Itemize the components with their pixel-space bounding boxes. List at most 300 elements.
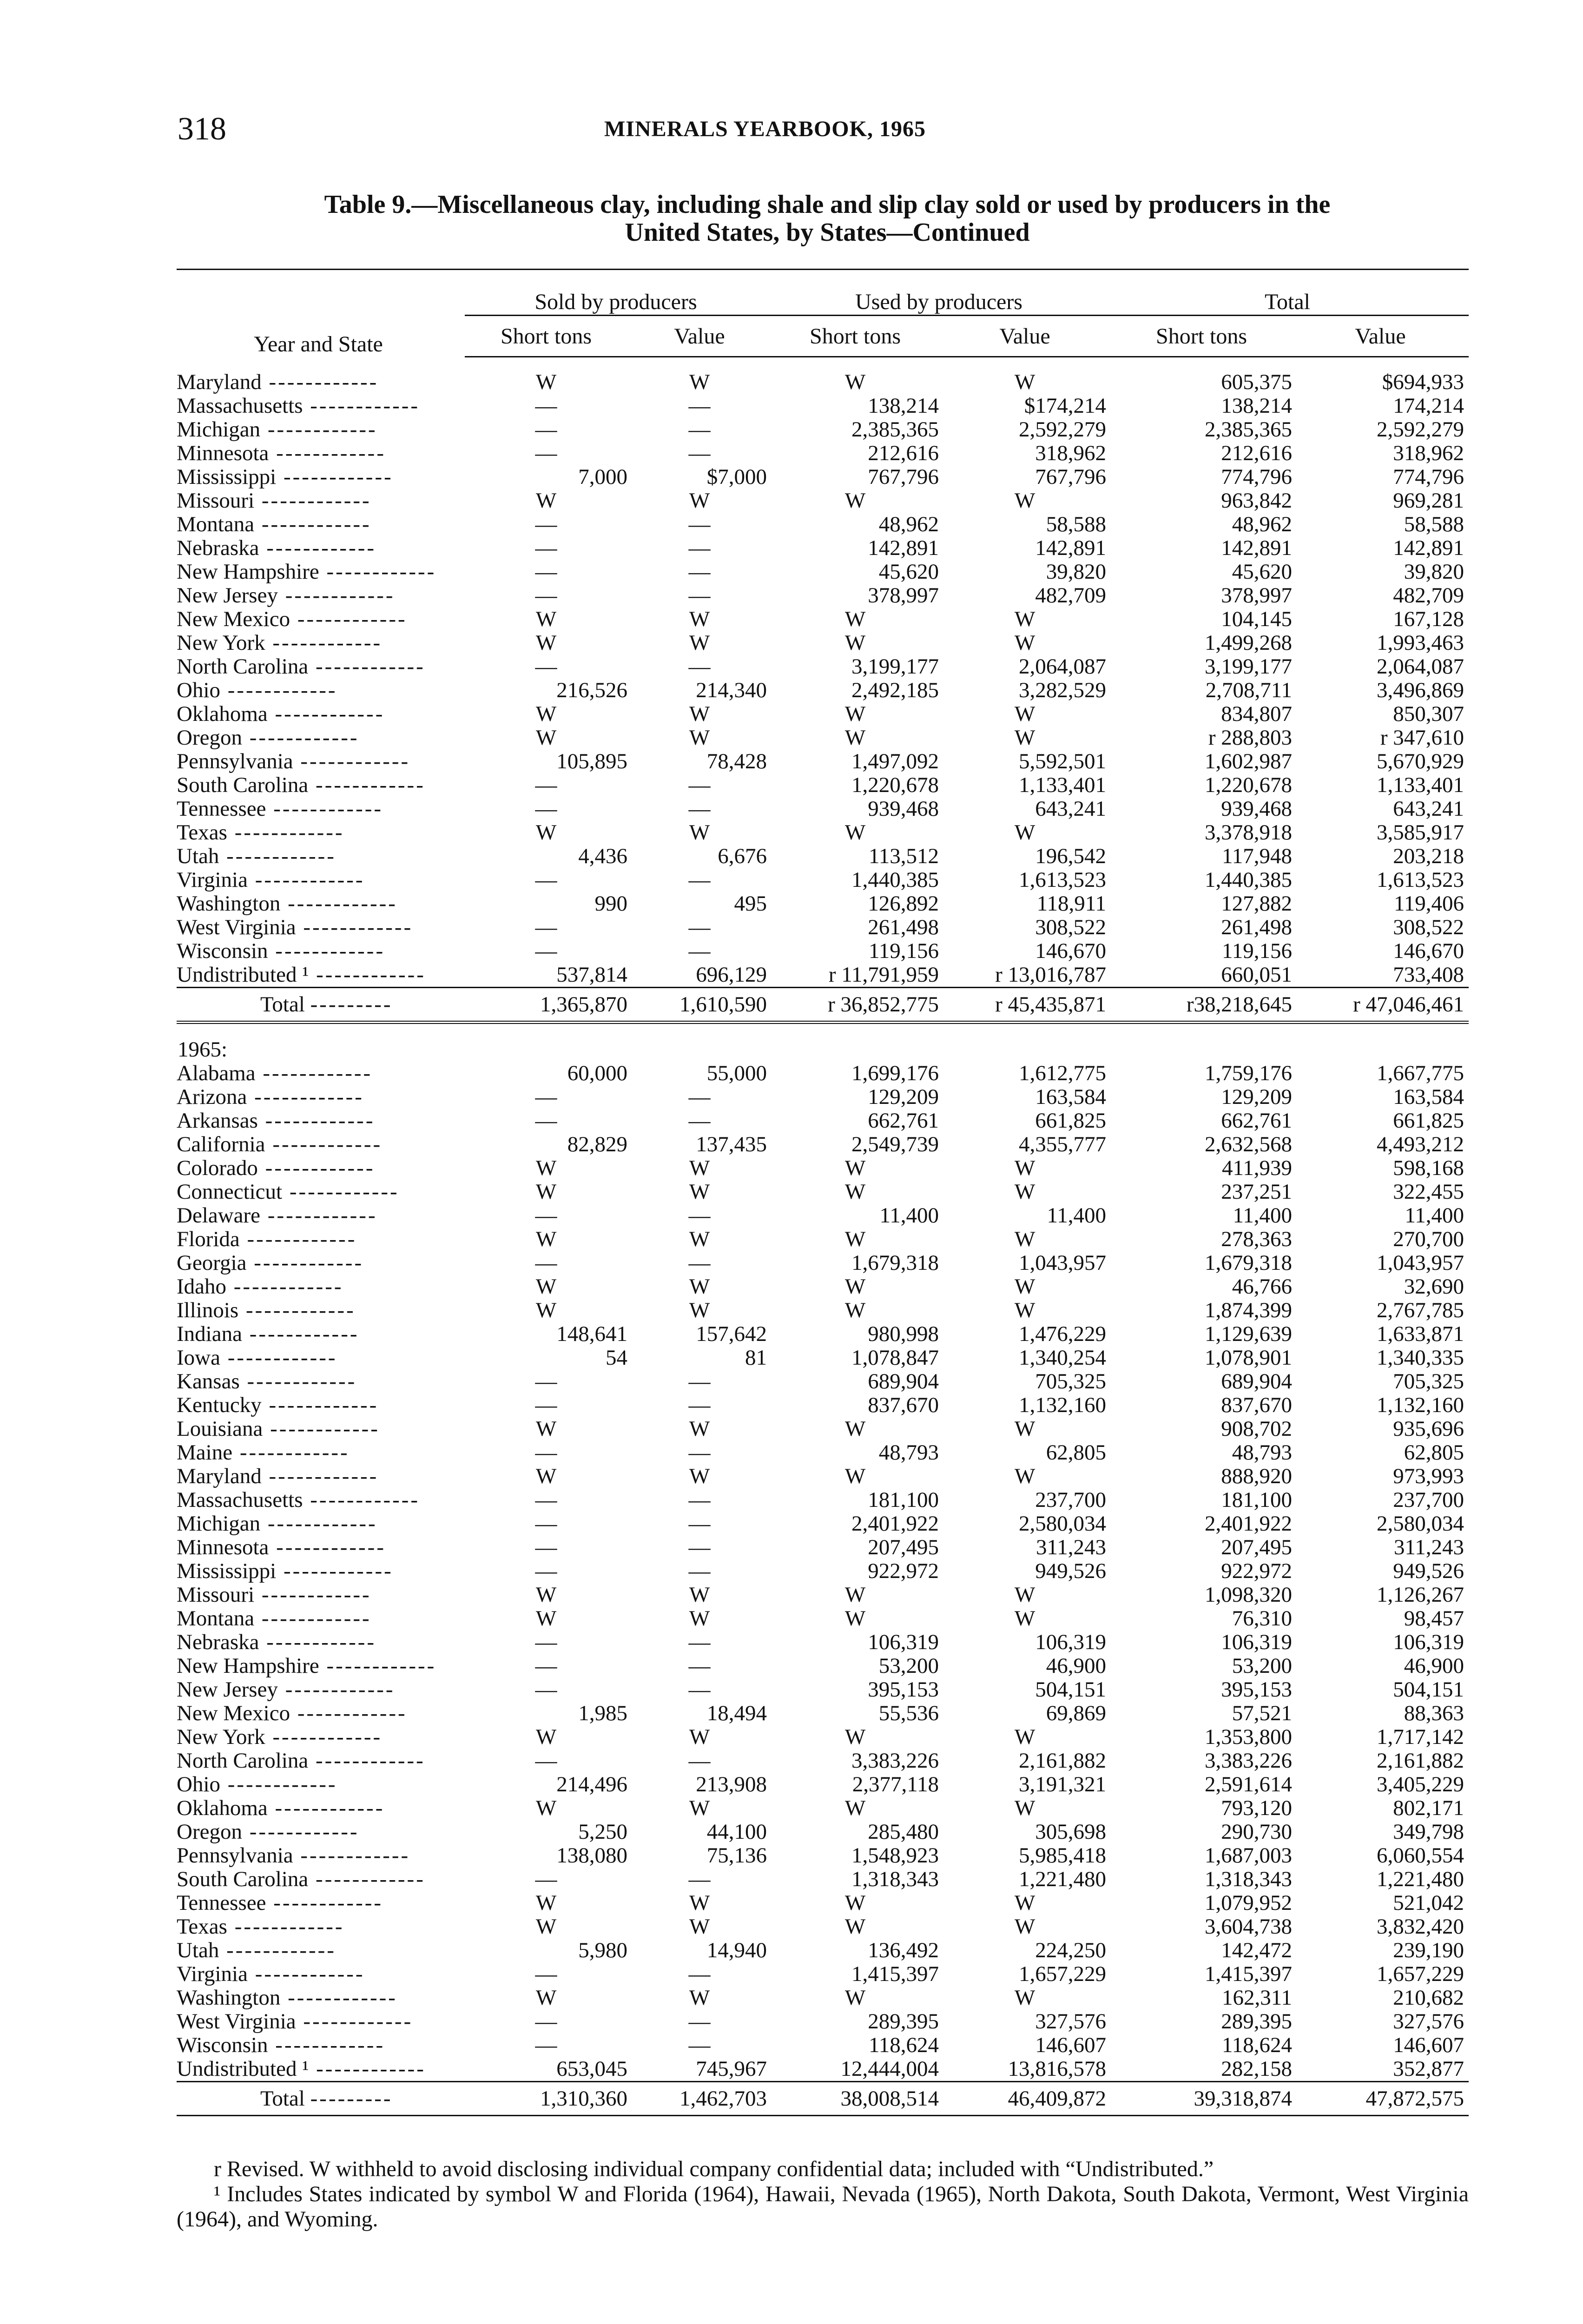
state-name: Massachusetts ------------: [177, 1488, 420, 1512]
table-cell: 54: [606, 1346, 627, 1370]
table-cell: W: [844, 1464, 866, 1488]
table-cell: 106,319: [1393, 1630, 1464, 1654]
table-cell: 118,911: [1036, 891, 1107, 916]
table-cell: 1,133,401: [1019, 773, 1107, 797]
state-name: Virginia ------------: [177, 868, 365, 892]
state-name: Missouri ------------: [177, 489, 371, 513]
table-cell: 129,209: [1221, 1085, 1293, 1109]
table-cell: 138,080: [556, 1843, 627, 1868]
table-cell: 980,998: [868, 1322, 939, 1346]
table-cell: 1,221,480: [1377, 1867, 1464, 1891]
table-cell: 137,435: [696, 1132, 767, 1156]
table-cell: 4,493,212: [1377, 1132, 1464, 1156]
table-cell: W: [1014, 1725, 1036, 1749]
table-cell: 119,156: [1222, 939, 1293, 963]
table-cell: —: [535, 1085, 557, 1109]
table-cell: 598,168: [1393, 1156, 1464, 1180]
table-cell: 210,682: [1393, 1986, 1464, 2010]
state-name: Delaware ------------: [177, 1204, 377, 1228]
table-cell: 311,243: [1036, 1535, 1107, 1559]
table-cell: 142,472: [1221, 1938, 1293, 1962]
table-cell: 643,241: [1393, 797, 1464, 821]
table-cell: 537,814: [556, 963, 627, 987]
table-cell: W: [535, 1583, 557, 1607]
table-cell: 660,051: [1221, 963, 1293, 987]
table-cell: W: [689, 370, 710, 394]
table-cell: 75,136: [706, 1843, 767, 1868]
table-row: [177, 394, 1469, 418]
state-name: California ------------: [177, 1133, 383, 1156]
table-cell: 1,679,318: [1205, 1251, 1293, 1275]
table-row: [177, 513, 1469, 536]
table-cell: —: [535, 1535, 557, 1559]
col-header-total-value: Value: [1297, 316, 1469, 357]
table-cell: 237,700: [1393, 1488, 1464, 1512]
table-cell: W: [1014, 489, 1036, 513]
table-cell: 106,319: [868, 1630, 939, 1654]
table-cell: 106,319: [1221, 1630, 1293, 1654]
table-cell: 2,592,279: [1019, 417, 1107, 442]
table-cell: 3,405,229: [1377, 1772, 1464, 1796]
table-row: [177, 1607, 1469, 1631]
table-cell: 5,250: [578, 1820, 627, 1844]
table-cell: 378,997: [868, 583, 939, 607]
state-name: Maryland ------------: [177, 370, 379, 394]
table-row: [177, 1441, 1469, 1465]
table-cell: 146,670: [1035, 939, 1107, 963]
table-cell: 11,400: [1233, 1203, 1293, 1228]
state-name: Missouri ------------: [177, 1583, 371, 1607]
table-cell: 142,891: [1035, 536, 1107, 560]
state-name: Michigan ------------: [177, 418, 377, 442]
table-cell: 46,900: [1404, 1654, 1464, 1678]
table-row: [177, 1631, 1469, 1654]
table-cell: 922,972: [1221, 1559, 1293, 1583]
table-cell: 2,492,185: [851, 678, 939, 702]
table-cell: 837,670: [1221, 1393, 1293, 1417]
table-cell: 4,436: [578, 844, 627, 868]
year-row-1965: [177, 1038, 1469, 1062]
table-cell: 662,761: [868, 1109, 939, 1133]
table-cell: 1,476,229: [1019, 1322, 1107, 1346]
table-cell: 2,064,087: [1019, 654, 1107, 679]
table-cell: 1,440,385: [851, 868, 939, 892]
table-cell: 411,939: [1222, 1156, 1293, 1180]
table-cell: 162,311: [1222, 1986, 1293, 2010]
table-cell: 207,495: [1221, 1535, 1293, 1559]
table-cell: 308,522: [1393, 915, 1464, 939]
table-cell: 3,378,918: [1205, 820, 1293, 845]
group-header-sold: Sold by producers: [465, 270, 772, 316]
table-cell: 1,462,703: [632, 2082, 772, 2116]
table-cell: 126,892: [868, 891, 939, 916]
table-cell: 1,098,320: [1205, 1583, 1293, 1607]
table-cell: 2,580,034: [1377, 1512, 1464, 1536]
table-cell: —: [688, 1393, 711, 1417]
table-row: [177, 2057, 1469, 2082]
table-cell: 2,708,711: [1205, 678, 1293, 702]
table-row: [177, 679, 1469, 702]
table-cell: W: [689, 1606, 710, 1631]
stub-header: Year and State: [177, 270, 465, 357]
table-cell: 237,700: [1035, 1488, 1107, 1512]
table-cell: 1,440,385: [1205, 868, 1293, 892]
total-label: Total ---------: [177, 988, 465, 1023]
table-cell: 689,904: [868, 1369, 939, 1393]
table-cell: W: [535, 1417, 557, 1441]
table-cell: 939,468: [1221, 797, 1293, 821]
table-row: [177, 1370, 1469, 1393]
table-cell: r 288,803: [1208, 726, 1293, 750]
table-cell: W: [535, 489, 557, 513]
table-cell: W: [535, 370, 557, 394]
table-row: [177, 939, 1469, 963]
state-name: Connecticut ------------: [177, 1180, 399, 1204]
state-name: Mississippi ------------: [177, 465, 393, 489]
table-cell: 207,495: [868, 1535, 939, 1559]
table-cell: 705,325: [1393, 1369, 1464, 1393]
table-cell: —: [688, 1488, 711, 1512]
table-cell: W: [844, 1583, 866, 1607]
table-row: [177, 1749, 1469, 1773]
table-cell: 3,832,420: [1377, 1915, 1464, 1939]
table-row: [177, 702, 1469, 726]
table-cell: W: [844, 1986, 866, 2010]
table-cell: W: [844, 1606, 866, 1631]
table-cell: 990: [594, 891, 627, 916]
table-cell: 482,709: [1393, 583, 1464, 607]
table-cell: 12,444,004: [840, 2057, 939, 2081]
table-cell: 1,078,847: [851, 1346, 939, 1370]
table-cell: W: [844, 489, 866, 513]
table-cell: —: [535, 773, 557, 797]
table-cell: 5,592,501: [1019, 749, 1107, 773]
table-cell: W: [535, 1464, 557, 1488]
table-cell: 48,793: [878, 1440, 939, 1465]
table-cell: 214,340: [696, 678, 767, 702]
table-cell: —: [535, 1251, 557, 1275]
table-row: [177, 1536, 1469, 1559]
table-row: [177, 1133, 1469, 1156]
footnote-1: ¹ Includes States indicated by symbol W and Florida (1964), Hawaii, Nevada (1965), North Dakota, South Dakota, Vermont, West Virginia (1964), and Wyoming.: [177, 2182, 1469, 2232]
table-cell: 270,700: [1393, 1227, 1464, 1251]
table-cell: 2,064,087: [1377, 654, 1464, 679]
table-row: [177, 2034, 1469, 2057]
table-cell: 142,891: [868, 536, 939, 560]
table-cell: 1,667,775: [1377, 1061, 1464, 1085]
state-name: Oregon ------------: [177, 726, 359, 750]
state-name: Pennsylvania ------------: [177, 1844, 410, 1868]
table-row: [177, 1465, 1469, 1488]
table-cell: 696,129: [696, 963, 767, 987]
table-cell: 47,872,575: [1297, 2082, 1469, 2116]
table-cell: W: [1014, 1417, 1036, 1441]
table-cell: 32,690: [1404, 1274, 1464, 1299]
table-cell: W: [535, 1298, 557, 1322]
state-name: South Carolina ------------: [177, 1868, 425, 1891]
table-cell: —: [688, 797, 711, 821]
table-cell: 1,499,268: [1205, 631, 1293, 655]
state-name: New Jersey ------------: [177, 1678, 395, 1702]
table-cell: W: [844, 1796, 866, 1820]
state-name: Wisconsin ------------: [177, 2034, 385, 2057]
state-name: Iowa ------------: [177, 1346, 337, 1370]
state-name: West Virginia ------------: [177, 916, 413, 939]
table-body-1964: [177, 370, 1469, 988]
table-cell: 1,129,639: [1205, 1322, 1293, 1346]
table-cell: W: [1014, 726, 1036, 750]
table-row: [177, 726, 1469, 750]
table-cell: W: [1014, 370, 1036, 394]
table-row: [177, 1299, 1469, 1322]
table-cell: 1,602,987: [1205, 749, 1293, 773]
table-cell: 2,632,568: [1205, 1132, 1293, 1156]
table-cell: W: [844, 1298, 866, 1322]
table-cell: —: [688, 2009, 711, 2034]
table-cell: 504,151: [1035, 1677, 1107, 1702]
table-cell: 3,383,226: [851, 1749, 939, 1773]
state-name: Arkansas ------------: [177, 1109, 375, 1133]
table-cell: 1,079,952: [1205, 1891, 1293, 1915]
table-cell: 767,796: [1035, 465, 1107, 489]
table-cell: 57,521: [1232, 1701, 1293, 1725]
table-cell: —: [688, 868, 711, 892]
table-cell: —: [688, 1654, 711, 1678]
table-cell: 705,325: [1035, 1369, 1107, 1393]
state-name: Michigan ------------: [177, 1512, 377, 1536]
state-name: Florida ------------: [177, 1228, 357, 1251]
table-header: [177, 270, 1469, 371]
table-cell: 136,492: [868, 1938, 939, 1962]
table-row: [177, 631, 1469, 655]
table-cell: W: [1014, 1298, 1036, 1322]
table-cell: 5,985,418: [1019, 1843, 1107, 1868]
table-cell: W: [535, 1606, 557, 1631]
table-cell: W: [1014, 631, 1036, 655]
table-cell: 119,156: [869, 939, 939, 963]
table-cell: 7,000: [578, 465, 627, 489]
table-row: [177, 560, 1469, 584]
table-cell: W: [535, 702, 557, 726]
state-name: Colorado ------------: [177, 1156, 375, 1180]
table-cell: 837,670: [868, 1393, 939, 1417]
year-label: 1965:: [178, 1038, 228, 1062]
table-row: [177, 1868, 1469, 1891]
table-cell: W: [1014, 1891, 1036, 1915]
table-row: [177, 1796, 1469, 1820]
table-cell: 1,043,957: [1377, 1251, 1464, 1275]
table-cell: 3,282,529: [1019, 678, 1107, 702]
table-row: [177, 1488, 1469, 1512]
table-cell: 1,657,229: [1019, 1962, 1107, 1986]
table-cell: —: [535, 1369, 557, 1393]
table-cell: —: [535, 939, 557, 963]
table-cell: 82,829: [567, 1132, 627, 1156]
table-cell: —: [535, 1654, 557, 1678]
table-cell: 949,526: [1393, 1559, 1464, 1583]
table-cell: 18,494: [706, 1701, 767, 1725]
total-1964-section: [177, 988, 1469, 1062]
table-cell: 13,816,578: [1008, 2057, 1107, 2081]
table-cell: 146,607: [1393, 2033, 1464, 2057]
table-cell: 138,214: [868, 394, 939, 418]
table-cell: W: [689, 1227, 710, 1251]
table-cell: 802,171: [1393, 1796, 1464, 1820]
table-cell: 58,588: [1404, 512, 1464, 536]
table-cell: W: [535, 1227, 557, 1251]
table-cell: —: [535, 1677, 557, 1702]
table-cell: 118,624: [869, 2033, 939, 2057]
col-header-sold-value: Value: [632, 316, 772, 357]
table-cell: 521,042: [1393, 1891, 1464, 1915]
state-name: Montana ------------: [177, 513, 371, 536]
table-cell: W: [1014, 1227, 1036, 1251]
table-cell: W: [1014, 820, 1036, 845]
table-cell: $7,000: [706, 465, 767, 489]
table-cell: 3,383,226: [1205, 1749, 1293, 1773]
table-cell: 289,395: [1221, 2009, 1293, 2034]
table-cell: —: [688, 654, 711, 679]
table-cell: W: [535, 1725, 557, 1749]
table-cell: —: [535, 1203, 557, 1228]
table-cell: —: [688, 560, 711, 584]
table-row: [177, 1204, 1469, 1228]
table-cell: 181,100: [868, 1488, 939, 1512]
table-row: [177, 1583, 1469, 1607]
table-row: [177, 2010, 1469, 2034]
table-cell: 1,310,360: [465, 2082, 632, 2116]
state-name: New York ------------: [177, 631, 383, 655]
table-cell: 4,355,777: [1019, 1132, 1107, 1156]
table-cell: W: [689, 820, 710, 845]
state-name: Idaho ------------: [177, 1275, 343, 1299]
table-cell: 117,948: [1222, 844, 1293, 868]
table-row: [177, 1725, 1469, 1749]
table-cell: 167,128: [1393, 607, 1464, 631]
state-name: Washington ------------: [177, 1986, 397, 2010]
table-cell: 261,498: [1221, 915, 1293, 939]
table-row: [177, 536, 1469, 560]
table-cell: —: [535, 654, 557, 679]
table-cell: 2,161,882: [1377, 1749, 1464, 1773]
table-cell: W: [844, 1274, 866, 1299]
table-row: [177, 1346, 1469, 1370]
state-name: New Mexico ------------: [177, 607, 407, 631]
table-cell: 3,496,869: [1377, 678, 1464, 702]
table-cell: 605,375: [1221, 370, 1293, 394]
table-cell: —: [535, 1440, 557, 1465]
table-cell: 212,616: [868, 441, 939, 465]
table-cell: W: [535, 607, 557, 631]
table-cell: W: [689, 631, 710, 655]
table-cell: 53,200: [878, 1654, 939, 1678]
table-cell: r 36,852,775: [772, 988, 943, 1023]
table-cell: 290,730: [1221, 1820, 1293, 1844]
table-cell: 3,199,177: [1205, 654, 1293, 679]
table-cell: W: [689, 1417, 710, 1441]
table-cell: 45,620: [878, 560, 939, 584]
state-name: Ohio ------------: [177, 679, 337, 702]
table-cell: W: [535, 631, 557, 655]
table-cell: W: [844, 1891, 866, 1915]
table-cell: 662,761: [1221, 1109, 1293, 1133]
footnote-revised: r Revised. W withheld to avoid disclosing individual company confidential data; included with “Undistributed.”: [214, 2157, 1214, 2181]
table-row: [177, 1085, 1469, 1109]
table-cell: 213,908: [696, 1772, 767, 1796]
table-cell: W: [689, 726, 710, 750]
table-cell: 60,000: [567, 1061, 627, 1085]
table-row: [177, 821, 1469, 845]
table-cell: W: [689, 1156, 710, 1180]
table-row: [177, 1512, 1469, 1536]
table-cell: —: [688, 1109, 711, 1133]
table-cell: W: [689, 1464, 710, 1488]
table-row: [177, 1820, 1469, 1844]
table-cell: 1,220,678: [1205, 773, 1293, 797]
table-row: [177, 1417, 1469, 1441]
state-name: Utah ------------: [177, 1939, 336, 1962]
table-cell: r 45,435,871: [943, 988, 1111, 1023]
table-cell: —: [688, 394, 711, 418]
state-name: Oklahoma ------------: [177, 1796, 385, 1820]
table-cell: 105,895: [556, 749, 627, 773]
table-cell: 289,395: [868, 2009, 939, 2034]
table-row: [177, 1915, 1469, 1939]
table-cell: 1,415,397: [851, 1962, 939, 1986]
table-cell: 1,340,254: [1019, 1346, 1107, 1370]
table-cell: W: [1014, 1915, 1036, 1939]
table-cell: 1,365,870: [465, 988, 632, 1023]
table-cell: —: [535, 797, 557, 821]
table-cell: 98,457: [1404, 1606, 1464, 1631]
table-cell: 261,498: [868, 915, 939, 939]
table-cell: 119,406: [1394, 891, 1464, 916]
table-cell: —: [535, 1867, 557, 1891]
table-cell: W: [689, 702, 710, 726]
table-cell: W: [1014, 702, 1036, 726]
table-cell: 104,145: [1221, 607, 1293, 631]
table-cell: W: [689, 489, 710, 513]
table-cell: —: [535, 868, 557, 892]
table-cell: 48,962: [878, 512, 939, 536]
table-cell: —: [688, 583, 711, 607]
table-cell: —: [535, 417, 557, 442]
table-cell: 308,522: [1035, 915, 1107, 939]
table-cell: 1,699,176: [851, 1061, 939, 1085]
table-cell: 318,962: [1035, 441, 1107, 465]
table-cell: —: [535, 583, 557, 607]
table-cell: 3,604,738: [1205, 1915, 1293, 1939]
state-name: Maryland ------------: [177, 1465, 379, 1488]
table-cell: 78,428: [706, 749, 767, 773]
table-cell: 216,526: [556, 678, 627, 702]
table-row: [177, 1251, 1469, 1275]
table-cell: W: [844, 702, 866, 726]
table-cell: W: [844, 1915, 866, 1939]
table-cell: 1,132,160: [1377, 1393, 1464, 1417]
table-cell: W: [535, 1891, 557, 1915]
table-cell: 44,100: [706, 1820, 767, 1844]
table-cell: —: [535, 2009, 557, 2034]
table-cell: 2,549,739: [851, 1132, 939, 1156]
table-cell: 129,209: [868, 1085, 939, 1109]
table-cell: 5,980: [578, 1938, 627, 1962]
table-cell: —: [535, 1393, 557, 1417]
table-cell: 3,199,177: [851, 654, 939, 679]
table-cell: 46,900: [1046, 1654, 1107, 1678]
table-cell: 793,120: [1221, 1796, 1293, 1820]
state-name: Arizona ------------: [177, 1085, 364, 1109]
